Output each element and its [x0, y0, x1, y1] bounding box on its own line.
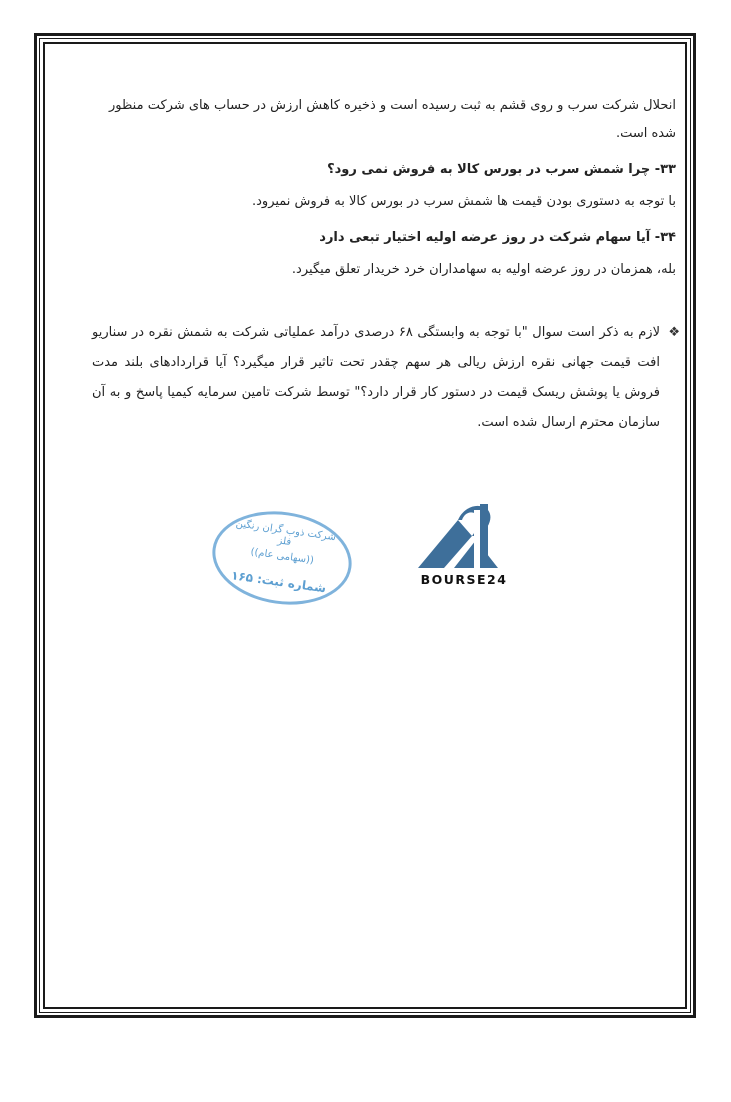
answer-34: بله، همزمان در روز عرضه اولیه به سهامداران خرد خریدار تعلق میگیرد.: [291, 262, 676, 277]
note-paragraph: [92, 318, 680, 438]
stamp-company-type: ((سهامی عام)): [249, 546, 315, 567]
bourse24-logo-text: BOURSE24: [420, 572, 508, 587]
answer-33: با توجه به دستوری بودن قیمت ها شمش سرب در بورس کالا به فروش نمیرود.: [252, 194, 676, 209]
diamond-bullet-icon: ❖: [668, 325, 680, 340]
intro-paragraph-line1: انحلال شرکت سرب و روی قشم به ثبت رسیده است و ذخیره کاهش ارزش در حساب های شرکت منظور: [109, 98, 676, 113]
stamp-company-name: شرکت ذوب گران رنگین فلز: [235, 518, 337, 549]
intro-paragraph-line2: شده است.: [615, 126, 676, 141]
note-text: لازم به ذکر است سوال "با توجه به وابستگی ۶۸ درصدی درآمد عملیاتی شرکت به شمش نقره در سناریو افت قیمت جهانی نقره ارزش ریالی هر سهم چقدر تحت تاثیر قرار میگیرد؟ آیا قراردادهای بلند مدت فروش یا پوشش ریسک قیمت در دستور کار قرار دارد؟" توسط شرکت تامین سرمایه کیمیا پاسخ و به آن سازمان محترم ارسال شده است.: [92, 325, 660, 430]
document-body: [92, 92, 680, 438]
question-33: ۳۳- چرا شمش سرب در بورس کالا به فروش نمی رود؟: [327, 162, 676, 177]
question-34: ۳۴- آیا سهام شرکت در روز عرضه اولیه اختیار تبعی دارد: [319, 230, 676, 245]
stamp-registration-number: شماره ثبت: ۱۶۵: [230, 568, 327, 596]
